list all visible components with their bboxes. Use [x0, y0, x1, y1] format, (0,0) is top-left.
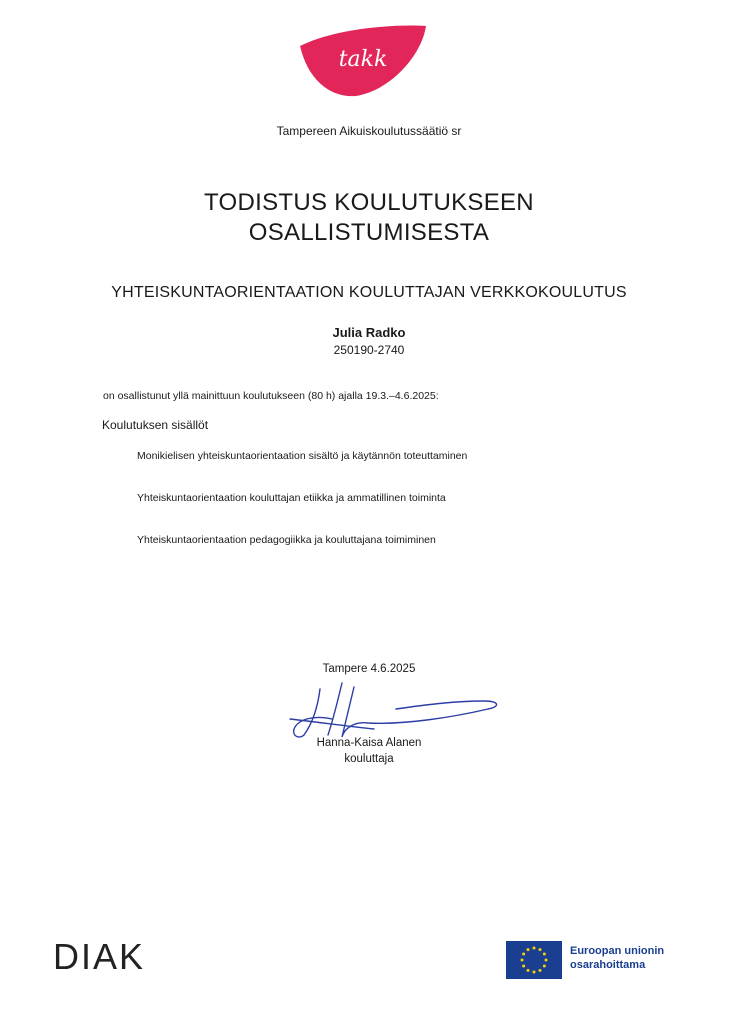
signer-name: Hanna-Kaisa Alanen: [316, 737, 422, 749]
eu-star-icon: [543, 953, 546, 956]
eu-star-icon: [539, 948, 542, 951]
participant-name: Julia Radko: [332, 325, 406, 340]
eu-star-icon: [522, 965, 525, 968]
title-line-2: OSALLISTUMISESTA: [248, 219, 490, 246]
title-line-1: TODISTUS KOULUTUKSEEN: [204, 189, 534, 216]
content-item: Monikielisen yhteiskuntaorientaation sisältö ja käytännön toteuttaminen: [137, 450, 468, 462]
eu-star-icon: [522, 953, 525, 956]
handwritten-signature: [284, 679, 506, 743]
eu-flag-icon: [506, 941, 562, 979]
eu-star-icon: [543, 965, 546, 968]
eu-star-icon: [521, 959, 524, 962]
eu-star-icon: [533, 971, 536, 974]
content-item: Yhteiskuntaorientaation kouluttajan etiikka ja ammatillinen toiminta: [137, 492, 446, 504]
contents-heading: Koulutuksen sisällöt: [102, 418, 209, 432]
signer-role: kouluttaja: [344, 753, 394, 765]
content-item: Yhteiskuntaorientaation pedagogiikka ja kouluttajana toimiminen: [137, 534, 436, 546]
diak-logo: DIAK: [53, 936, 146, 977]
participation-statement: on osallistunut yllä mainittuun koulutukseen (80 h) ajalla 19.3.–4.6.2025:: [103, 390, 439, 402]
eu-funding-line-2: osarahoittama: [570, 959, 646, 971]
organization-name: Tampereen Aikuiskoulutussäätiö sr: [276, 124, 462, 138]
takk-logo: [296, 24, 430, 98]
course-name: YHTEISKUNTAORIENTAATION KOULUTTAJAN VERKKOKOULUTUS: [111, 284, 627, 301]
certificate-title: [0, 188, 738, 248]
svg-text:takk: takk: [338, 47, 388, 72]
personal-id: 250190-2740: [333, 343, 405, 357]
eu-funding-line-1: Euroopan unionin: [570, 945, 665, 957]
place-date: Tampere 4.6.2025: [322, 663, 416, 675]
eu-star-icon: [527, 969, 530, 972]
eu-star-icon: [545, 959, 548, 962]
eu-star-icon: [527, 948, 530, 951]
eu-star-icon: [533, 947, 536, 950]
eu-funding-label: [570, 944, 664, 972]
eu-star-icon: [539, 969, 542, 972]
